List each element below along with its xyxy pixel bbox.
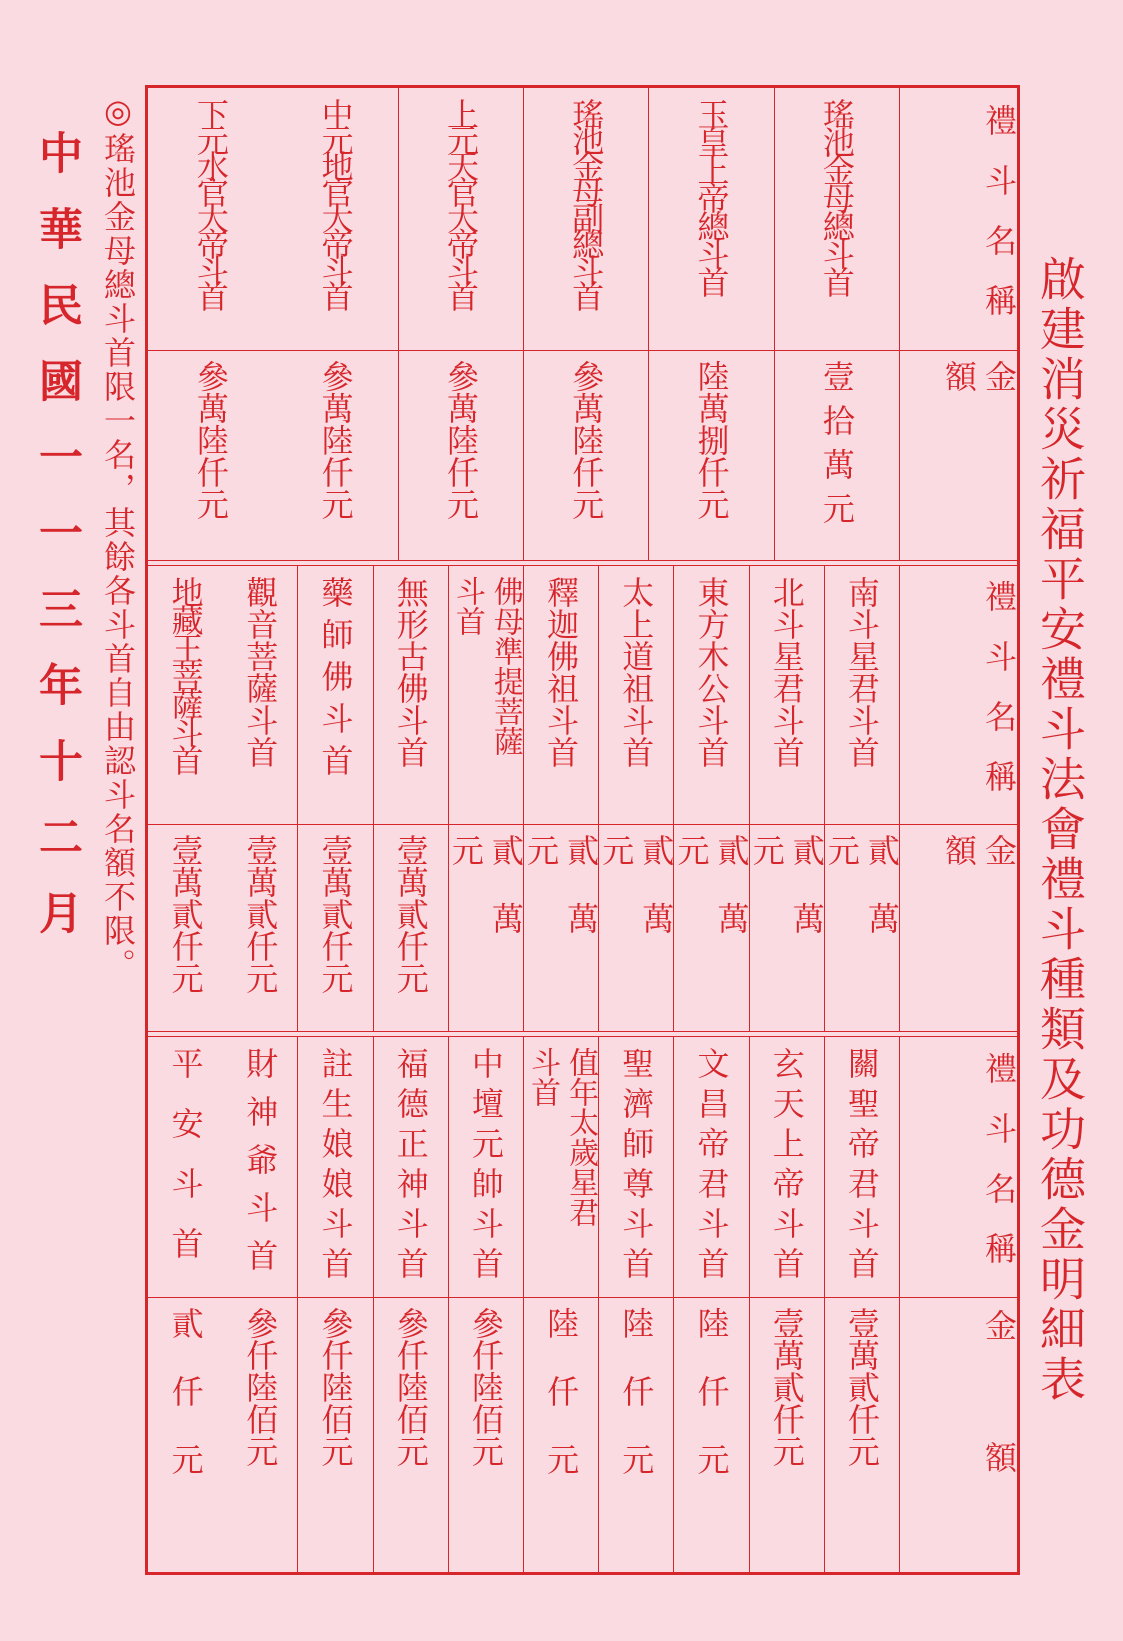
page-title: 啟建消災祈福平安禮斗法會禮斗種類及功德金明細表	[1033, 255, 1087, 1405]
name-cell: 無形古佛斗首	[374, 566, 449, 824]
footnote: ◎瑤池金母總斗首限一名，其餘各斗首自由認斗名額不限。	[99, 92, 137, 982]
amount-cell: 參萬陸仟元	[399, 350, 524, 560]
amount-cell: 參仟陸佰元	[374, 1297, 449, 1575]
name-cell: 上元天官大帝斗首	[399, 88, 524, 350]
header-name-cell: 禮斗名稱	[900, 1037, 1020, 1297]
header-name-cell: 禮斗名稱	[900, 566, 1020, 824]
header-amount-cell: 金額	[900, 824, 1020, 1031]
amount-cell: 壹拾萬元	[775, 350, 900, 560]
name-cell: 財神爺斗首	[223, 1037, 298, 1297]
amount-cell: 壹萬貳仟元	[298, 824, 373, 1031]
amount-cell: 貳萬元	[674, 824, 749, 1031]
section-1	[148, 88, 1017, 560]
name-cell: 瑤池金母副總斗首	[524, 88, 649, 350]
amount-cell: 壹萬貳仟元	[374, 824, 449, 1031]
name-cell: 值年太歲星君 斗首	[524, 1037, 599, 1297]
amount-cell: 參萬陸仟元	[191, 360, 230, 520]
amount-cell: 貳萬元	[825, 824, 900, 1031]
offering-table	[145, 85, 1020, 1575]
amount-row	[148, 350, 1017, 560]
amount-cell: 參仟陸佰元	[449, 1297, 524, 1575]
name-cell: 中元地官大帝斗首	[274, 88, 399, 350]
name-cell: 瑤池金母總斗首	[775, 88, 900, 350]
amount-cell: 陸仟元	[674, 1297, 749, 1575]
name-cell: 平安斗首	[166, 1047, 205, 1287]
amount-cell: 壹萬貳仟元	[750, 1297, 825, 1575]
amount-cell: 壹萬貳仟元	[825, 1297, 900, 1575]
name-cell: 中壇元帥斗首	[449, 1037, 524, 1297]
amount-cell: 陸仟元	[599, 1297, 674, 1575]
amount-cell: 參仟陸佰元	[298, 1297, 373, 1575]
section-3	[148, 1037, 1017, 1575]
name-row	[148, 566, 1017, 824]
name-cell: 北斗星君斗首	[750, 566, 825, 824]
amount-cell: 參萬陸仟元	[274, 350, 399, 560]
name-row	[148, 1037, 1017, 1297]
name-cell: 藥師佛斗首	[298, 566, 373, 824]
amount-row	[148, 1297, 1017, 1575]
amount-cell: 壹萬貳仟元	[223, 824, 298, 1031]
name-cell: 觀音菩薩斗首	[223, 566, 298, 824]
name-cell: 佛母準提菩薩 斗首	[449, 566, 524, 824]
amount-cell: 陸萬捌仟元	[649, 350, 774, 560]
name-cell: 地藏王菩薩斗首	[166, 576, 205, 772]
amount-cell: 壹萬貳仟元	[166, 834, 205, 994]
issue-date: 中華民國一一三年十二月	[31, 130, 82, 966]
amount-cell: 參仟陸佰元	[223, 1297, 298, 1575]
section-2	[148, 566, 1017, 1031]
amount-row	[148, 824, 1017, 1031]
amount-cell: 貳萬元	[449, 824, 524, 1031]
amount-cell: 參萬陸仟元	[524, 350, 649, 560]
name-cell: 南斗星君斗首	[825, 566, 900, 824]
header-amount-cell: 金額	[900, 350, 1020, 560]
name-cell: 註生娘娘斗首	[298, 1037, 373, 1297]
name-cell: 關聖帝君斗首	[825, 1037, 900, 1297]
name-cell: 太上道祖斗首	[599, 566, 674, 824]
name-cell: 下元水官大帝斗首	[191, 98, 230, 306]
name-cell: 玉皇上帝總斗首	[649, 88, 774, 350]
name-row	[148, 88, 1017, 350]
name-cell: 文昌帝君斗首	[674, 1037, 749, 1297]
amount-cell: 貳萬元	[750, 824, 825, 1031]
name-cell: 東方木公斗首	[674, 566, 749, 824]
amount-cell: 貳萬元	[599, 824, 674, 1031]
name-cell: 玄天上帝斗首	[750, 1037, 825, 1297]
name-cell: 福德正神斗首	[374, 1037, 449, 1297]
name-cell: 釋迦佛祖斗首	[524, 566, 599, 824]
amount-cell: 貳萬元	[524, 824, 599, 1031]
amount-cell: 陸仟元	[524, 1297, 599, 1575]
amount-cell: 貳仟元	[166, 1307, 205, 1511]
name-cell: 聖濟師尊斗首	[599, 1037, 674, 1297]
header-amount-cell: 金額	[900, 1297, 1020, 1575]
header-name-cell: 禮斗名稱	[900, 88, 1020, 350]
